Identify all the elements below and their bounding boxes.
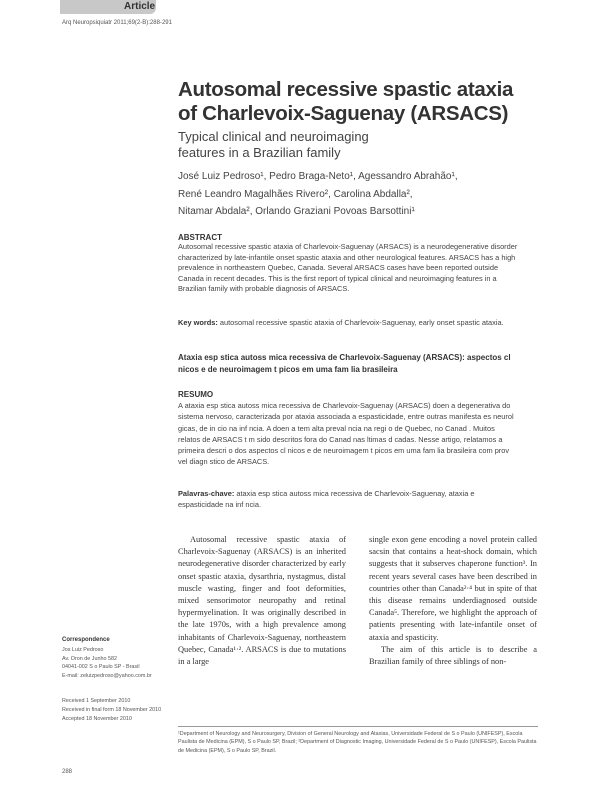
revised-date: Received in final form 18 November 2010 [62, 706, 162, 713]
subtitle-line-2: features in a Brazilian family [178, 145, 341, 160]
subtitle-line-1: Typical clinical and neuroimaging [178, 129, 369, 144]
body-paragraph: The aim of this article is to describe a Brazilian family of three siblings of non- [369, 644, 537, 667]
body-column-1 [178, 534, 346, 668]
section-label: Article [124, 1, 156, 12]
abstract-heading: ABSTRACT [178, 233, 222, 242]
author-list [178, 168, 558, 221]
palavras-label: Palavras-chave: [178, 489, 235, 498]
keywords-text: autosomal recessive spastic ataxia of Charlevoix-Saguenay, early onset spastic ataxia. [217, 318, 504, 327]
resumo-heading: RESUMO [178, 390, 214, 399]
body-paragraph: Autosomal recessive spastic ataxia of Charlevoix-Saguenay (ARSACS) is an inherited neurodegenerative disorder characterized by early onset spastic ataxia, dysarthria, nystagmus, distal muscle wasting, finger and foot deformities, mixed sensorimotor neuropathy and retinal hypermyelination. It was originally described in the late 1970s, with a high prevalence among inhabitants of Charlevoix-Saguenay, northeastern Quebec, Canada¹·². ARSACS is due to mutations in a large [178, 535, 346, 667]
dates-block [62, 697, 172, 723]
accepted-date: Accepted 18 November 2010 [62, 715, 132, 722]
authors-line-1: José Luiz Pedroso¹, Pedro Braga-Neto¹, Agessandro Abrahão¹, [178, 171, 458, 182]
correspondence-line: Jos Luiz Pedroso [62, 647, 104, 653]
section-tab [60, 0, 156, 14]
footnote-divider [178, 726, 538, 727]
palavras-chave [178, 488, 518, 511]
affiliation-footnote: ¹Department of Neurology and Neurosurgery, Division of General Neurology and Ataxias, Universidade Federal de S o Paulo (UNIFESP), Escola Paulista de Medicina (EPM), S o Paulo SP, Brazil; ²Department of Diagnostic Imaging, Universidade Federal de S o Paulo (UNIFESP), Escola Paulista de Medicina (EPM), S o Paulo SP, Brazil. [178, 731, 537, 754]
keywords-label: Key words: [178, 318, 218, 327]
body-column-2 [369, 534, 537, 668]
portuguese-title: Ataxia esp stica autoss mica recessiva de Charlevoix-Saguenay (ARSACS): aspectos cl nicos e de neuroimagem t picos em uma fam lia brasileira [178, 353, 511, 374]
abstract-text: Autosomal recessive spastic ataxia of Charlevoix-Saguenay (ARSACS) is a neurodegenerative disorder characterized by late-infantile onset spastic ataxia and other neurological features. ARSACS has a high prevalence in northeastern Quebec, Canada. Several ARSACS cases have been reported outside Canada in recent decades. This is the first report of typical clinical and neuroimaging features in a Brazilian family with probable diagnosis of ARSACS. [178, 242, 518, 294]
article-title [178, 78, 558, 126]
authors-line-2: René Leandro Magalhães Rivero², Carolina Abdalla², [178, 188, 413, 200]
body-paragraph: single exon gene encoding a novel protein called sacsin that contains a heat-shock domain, which suggests that it subserves chaperone function³. In recent years several cases have been described in countries other than Canada²·⁴ but in spite of that this disease remains underdiagnosed outside Canada⁵. Therefore, we highlight the approach of patients presenting with late-infantile onset of ataxia and spasticity. [369, 535, 537, 642]
authors-line-3: Nitamar Abdala², Orlando Graziani Povoas Barsottini¹ [178, 206, 415, 217]
keywords [178, 318, 518, 329]
correspondence-line: Av. Oron de Junho 582 [62, 655, 117, 662]
resumo-text: A ataxia esp stica autoss mica recessiva de Charlevoix-Saguenay (ARSACS) doen a degenerativa do sistema nervoso, caracterizada por ataxia associada a espasticidade, entre outras manifesta es neurol gicas, de in cio na inf ncia. A doen a tem alta preval ncia na regi o de Quebec, no Canad . Muitos relatos de ARSACS t m sido descritos fora do Canad nas ltimas d cadas. Nesse artigo, relatamos a primeira descri o dos aspectos cl nicos e de neuroimagem t picos em uma fam lia brasileira com prov vel diagn stico de ARSACS. [178, 401, 514, 467]
received-date: Received 1 September 2010 [62, 698, 131, 704]
page-number: 288 [62, 769, 73, 775]
correspondence-block [62, 646, 172, 680]
palavras-text: ataxia esp stica autoss mica recessiva de Charlevoix-Saguenay, ataxia e espasticidade na inf ncia. [178, 489, 475, 510]
title-line-2: of Charlevoix-Saguenay (ARSACS) [178, 102, 509, 125]
journal-citation: Arq Neuropsiquiatr 2011;69(2-B):288-291 [62, 20, 172, 26]
article-subtitle [178, 129, 558, 161]
correspondence-email: E-mail: zeluizpedroso@yahoo.com.br [62, 672, 152, 679]
correspondence-line: 04041-002 S o Paulo SP - Brasil [62, 664, 140, 671]
title-line-1: Autosomal recessive spastic ataxia [178, 78, 514, 101]
correspondence-heading: Correspondence [62, 637, 110, 643]
